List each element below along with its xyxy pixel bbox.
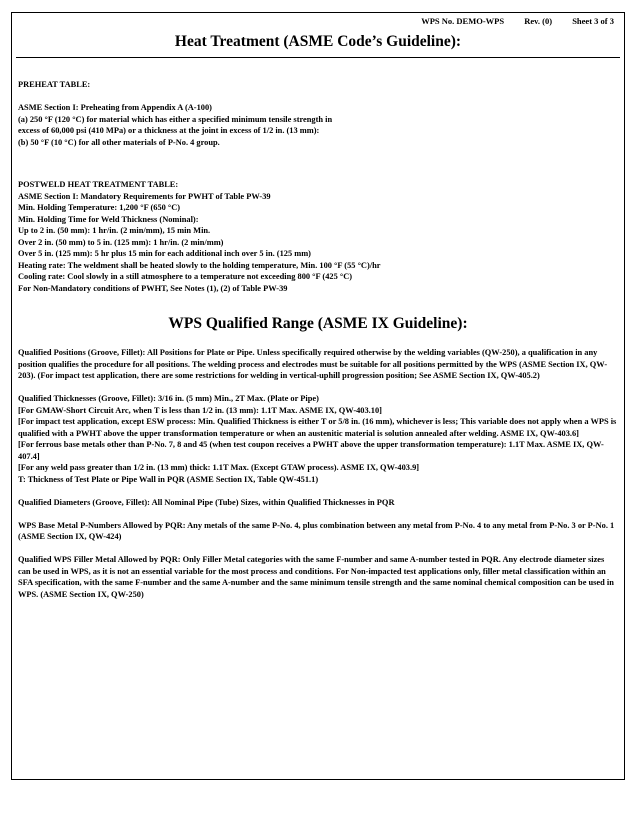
thickness-line: [For GMAW-Short Circuit Arc, when T is less than 1/2 in. (13 mm): 1.1T Max. ASME IX, QW-403.10] bbox=[18, 405, 382, 415]
qualified-range-section bbox=[18, 347, 618, 600]
preheat-heading: PREHEAT TABLE: bbox=[18, 80, 91, 89]
pwht-line: Up to 2 in. (50 mm): 1 hr/in. (2 min/mm), 15 min Min. bbox=[18, 226, 211, 235]
pwht-line: Heating rate: The weldment shall be heated slowly to the holding temperature, Min. 100 °F (55 °C)/hr bbox=[18, 260, 381, 270]
qualified-range-title: WPS Qualified Range (ASME IX Guideline): bbox=[168, 315, 468, 332]
pwht-line: Over 2 in. (50 mm) to 5 in. (125 mm): 1 hr/in. (2 min/mm) bbox=[18, 237, 224, 247]
heat-treatment-title: Heat Treatment (ASME Code’s Guideline): bbox=[174, 33, 462, 50]
wps-number: WPS No. DEMO-WPS bbox=[421, 16, 505, 26]
preheat-line: (b) 50 °F (10 °C) for all other materials of P-No. 4 group. bbox=[18, 137, 220, 147]
base-metal-p-numbers: WPS Base Metal P-Numbers Allowed by PQR: Any metals of the same P-No. 4, plus combination between any metal from P-No. 4 to any metal from P-No. 3 or P-No. 1 (ASME Section IX, QW-424) bbox=[18, 520, 615, 541]
qualified-diameters: Qualified Diameters (Groove, Fillet): All Nominal Pipe (Tube) Sizes, within Qualified Thicknesses in PQR bbox=[18, 497, 395, 507]
preheat-line: ASME Section I: Preheating from Appendix A (A-100) bbox=[18, 103, 212, 112]
qualified-positions: Qualified Positions (Groove, Fillet): All Positions for Plate or Pipe. Unless specifically required otherwise by the welding variables (QW-250), a qualification in any position qualifies the procedure for all positions. The welding process and electrodes must be suitable for all positions permitted by the WPS (ASME Section IX, QW-203). (For impact test application, there are some restrictions for welding in vertical-uphill progression position; See ASME Section IX, QW-405.2) bbox=[18, 348, 608, 380]
pwht-line: Min. Holding Temperature: 1,200 °F (650 °C) bbox=[18, 203, 181, 212]
thickness-line: [For any weld pass greater than 1/2 in. (13 mm) thick: 1.1T Max. (Except GTAW process). ASME IX, QW-403.9] bbox=[18, 463, 420, 472]
sheet-number: Sheet 3 of 3 bbox=[572, 16, 614, 26]
document-page bbox=[11, 12, 625, 780]
pwht-section bbox=[18, 179, 618, 294]
pwht-line: Over 5 in. (125 mm): 5 hr plus 15 min for each additional inch over 5 in. (125 mm) bbox=[18, 249, 311, 258]
thickness-line: [For impact test application, except ESW process: Min. Qualified Thickness is either T or 5/8 in. (16 mm), whichever is less; This variable does not apply when a WPS is qualified with a PWHT above the upper transformation temperature or when an austenitic material is solution annealed after welding. ASME IX, QW-403.6] bbox=[18, 417, 617, 438]
page-header bbox=[403, 16, 614, 26]
filler-metal: Qualified WPS Filler Metal Allowed by PQR: Only Filler Metal categories with the same F-number and same A-number tested in PQR. Any electrode diameter sizes can be used in WPS, as it is not an essential variable for the most process and conditions. For Non-impacted test applications only, filler metal classification within an SFA specification, with the same F-number and the same A-number and the same minimum tensile strength and the same nominal chemical composition can be used in WPS. (ASME Section IX, QW-250) bbox=[18, 555, 614, 599]
revision: Rev. (0) bbox=[524, 16, 553, 26]
thickness-line: Qualified Thicknesses (Groove, Fillet): 3/16 in. (5 mm) Min., 2T Max. (Plate or Pipe) bbox=[18, 394, 319, 403]
pwht-line: Min. Holding Time for Weld Thickness (Nominal): bbox=[18, 214, 199, 224]
pwht-line: For Non-Mandatory conditions of PWHT, See Notes (1), (2) of Table PW-39 bbox=[18, 283, 288, 293]
pwht-heading: POSTWELD HEAT TREATMENT TABLE: bbox=[18, 180, 179, 189]
pwht-line: Cooling rate: Cool slowly in a still atmosphere to a temperature not exceeding 800 °F (425 °C) bbox=[18, 272, 353, 281]
thickness-line: T: Thickness of Test Plate or Pipe Wall in PQR (ASME Section IX, Table QW-451.1) bbox=[18, 474, 319, 484]
thickness-line: [For ferrous base metals other than P-No. 7, 8 and 45 (when test coupon receives a PWHT above the upper transformation temperature): 1.1T Max. ASME IX, QW-407.4] bbox=[18, 440, 604, 461]
preheat-line: (a) 250 °F (120 °C) for material which has either a specified minimum tensile strength in bbox=[18, 114, 333, 124]
preheat-line: excess of 60,000 psi (410 MPa) or a thickness at the joint in excess of 1/2 in. (13 mm): bbox=[18, 126, 320, 135]
pwht-line: ASME Section I: Mandatory Requirements for PWHT of Table PW-39 bbox=[18, 191, 271, 201]
preheat-section bbox=[18, 79, 618, 148]
title-divider bbox=[16, 57, 620, 58]
